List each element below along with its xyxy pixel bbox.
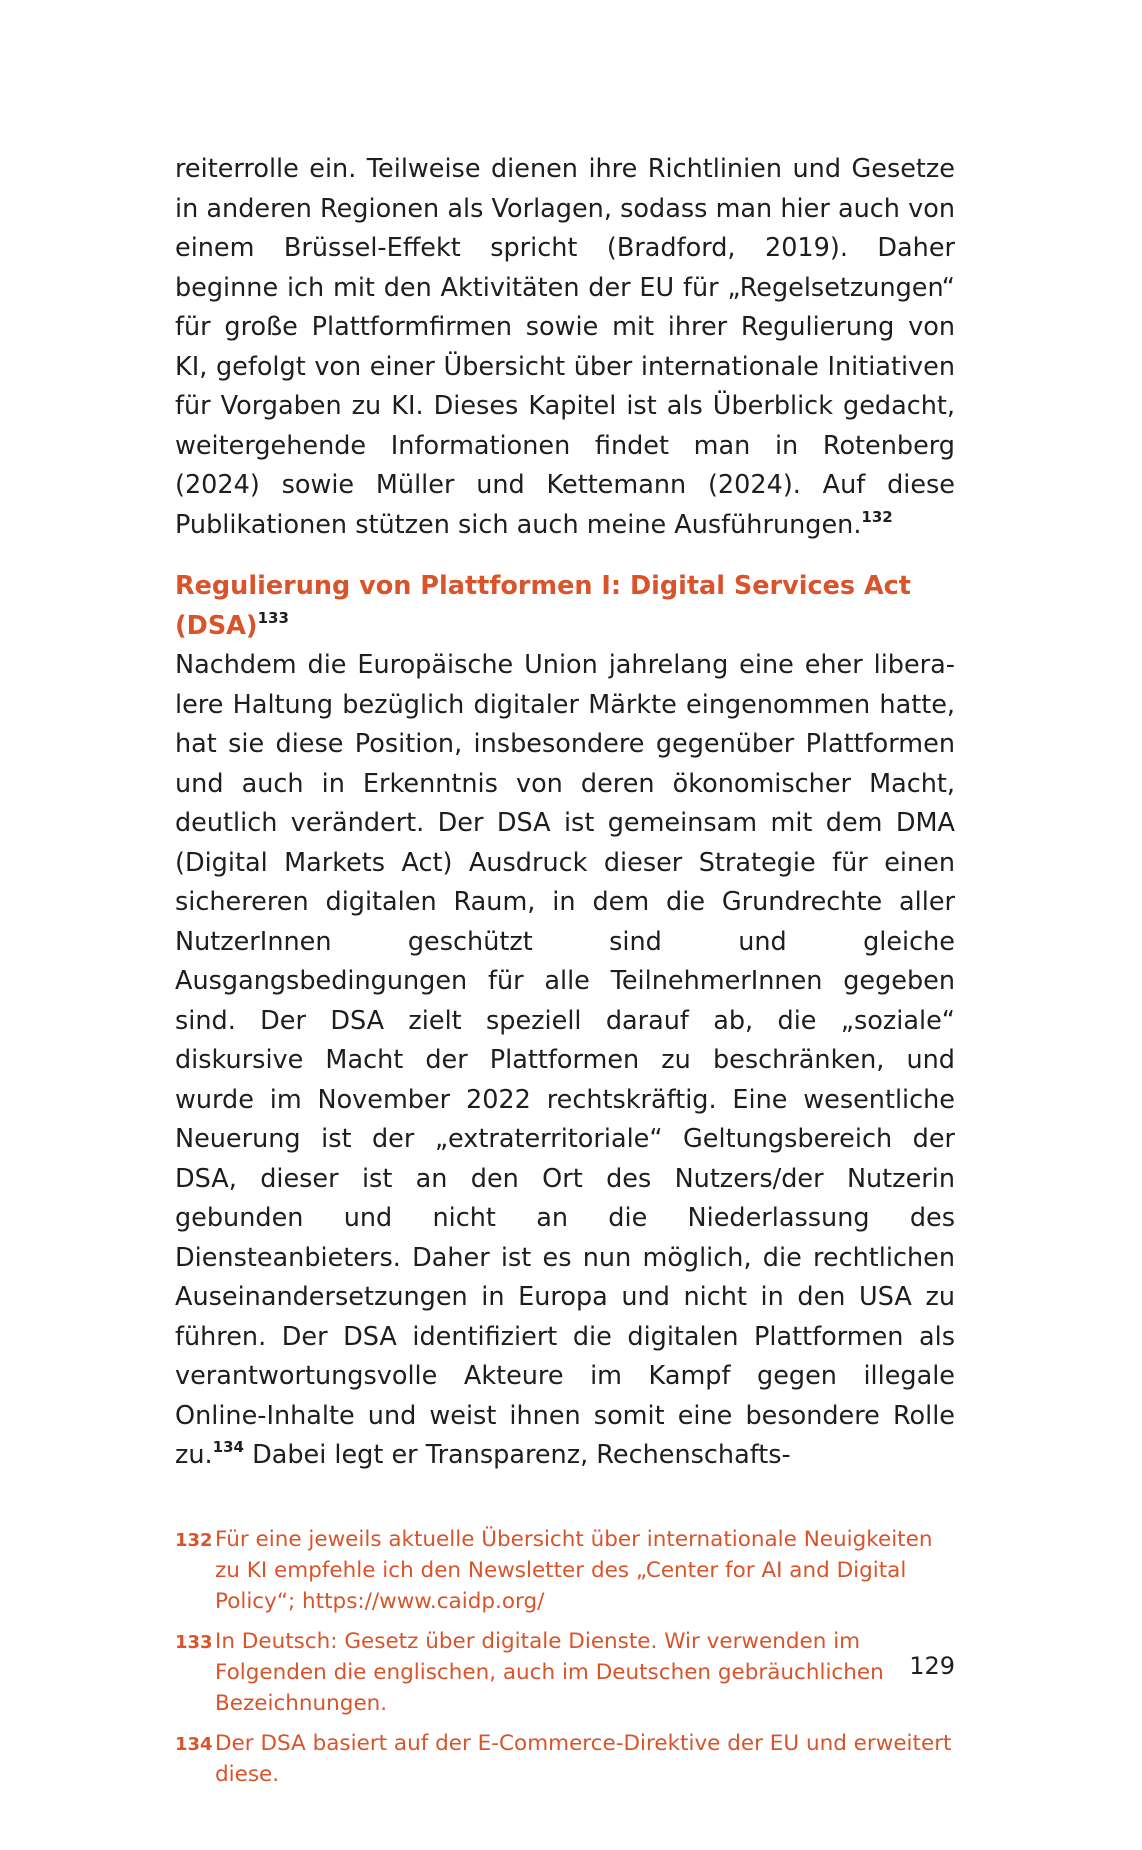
footnote-ref-133[interactable]: 133: [257, 608, 289, 627]
footnote-number: 134: [175, 1733, 213, 1755]
paragraph-2-continuation: Dabei legt er Transparenz, Rechenschafts-: [243, 1440, 791, 1470]
body-paragraph-1: [175, 150, 955, 545]
footnote-item: [175, 1728, 955, 1790]
footnote-item: [175, 1524, 955, 1617]
page-number: 129: [909, 1652, 955, 1680]
body-paragraph-2: [175, 646, 955, 1476]
footnote-number: 132: [175, 1529, 213, 1551]
footnote-ref-134[interactable]: 134: [212, 1438, 244, 1456]
footnotes: [175, 1524, 955, 1790]
paragraph-1-text: reiterrolle ein. Teilweise dienen ihre Richtlinien und Gesetze in anderen Regionen als Vorlagen, sodass man hier auch von einem Brüssel-Effekt spricht (Bradford, 2019). Daher beginne ich mit den Aktivitäten der EU für „Regelsetzungen“ für große Plattformfirmen sowie mit ihrer Regulierung von KI, gefolgt von einer Übersicht über internationale Initiativen für Vorgaben zu KI. Dieses Kapitel ist als Überblick gedacht, weitergehende Informationen findet man in Rotenberg (2024) sowie Müller und Kettemann (2024). Auf diese Publikationen stützen sich auch meine Ausführungen.: [175, 154, 955, 540]
footnote-text: In Deutsch: Gesetz über digitale Dienste. Wir verwenden im Folgenden die englischen, auch im Deutschen gebräuchlichen Bezeichnungen.: [215, 1628, 884, 1716]
footnote-text: Für eine jeweils aktuelle Übersicht über internationale Neuigkeiten zu KI empfehle ich den Newsletter des „Center for AI and Digital Policy“; https://www.caidp.org/: [215, 1526, 933, 1614]
page-content: [175, 150, 955, 1799]
paragraph-2-text: Nachdem die Europäische Union jahrelang eine eher liberalere Haltung bezüglich digitaler Märkte eingenommen hatte, hat sie diese Position, insbesondere gegenüber Plattformen und auch in Erkenntnis von deren ökonomischer Macht, deutlich verändert. Der DSA ist gemeinsam mit dem DMA (Digital Markets Act) Ausdruck dieser Strategie für einen sichereren digitalen Raum, in dem die Grundrechte aller NutzerInnen geschützt sind und gleiche Ausgangsbedingungen für alle TeilnehmerInnen gegeben sind. Der DSA zielt speziell darauf ab, die „soziale“ diskursive Macht der Plattformen zu beschränken, und wurde im November 2022 rechtskräftig. Eine wesentliche Neuerung ist der „extraterritoriale“ Geltungsbereich der DSA, dieser ist an den Ort des Nutzers/der Nutzerin gebunden und nicht an die Niederlassung des Diensteanbieters. Daher ist es nun möglich, die rechtlichen Auseinandersetzungen in Europa und nicht in den USA zu führen. Der DSA identifiziert die digitalen Plattformen als verantwortungsvolle Akteure im Kampf gegen illegale Online-Inhalte und weist ihnen somit eine besondere Rolle zu.: [175, 650, 955, 1470]
section-heading-text: Regulierung von Plattformen I: Digital Services Act (DSA): [175, 571, 911, 641]
section-heading: [175, 567, 955, 646]
footnote-item: [175, 1626, 955, 1719]
footnote-ref-132[interactable]: 132: [861, 507, 893, 526]
footnote-number: 133: [175, 1631, 213, 1653]
footnote-text: Der DSA basiert auf der E-Commerce-Direktive der EU und erweitert diese.: [215, 1730, 952, 1787]
